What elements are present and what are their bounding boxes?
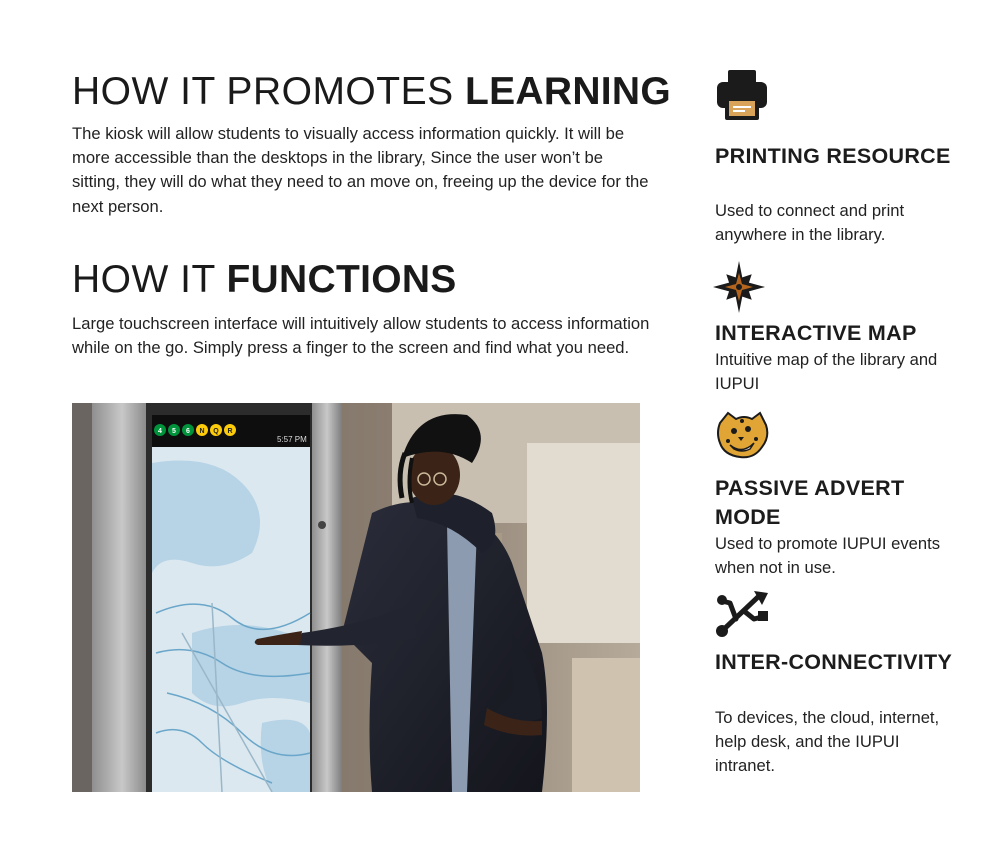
kiosk-photo-illustration (72, 403, 640, 792)
line-badge-label: N (199, 428, 205, 435)
feature-desc-map: Intuitive map of the library and IUPUI (715, 350, 938, 394)
kiosk-photo (72, 403, 640, 792)
feature-title-connectivity: INTER-CONNECTIVITY (715, 650, 953, 674)
functions-heading-bold: FUNCTIONS (226, 258, 457, 301)
feature-title-map: INTERACTIVE MAP (715, 321, 917, 345)
functions-heading-light: HOW IT (72, 258, 227, 301)
line-badge-label: Q (213, 428, 219, 435)
functions-paragraph: Large touchscreen interface will intuitively allow students to access information while on the go. Simply press a finger to the screen and find what you need. (72, 314, 650, 358)
feature-desc-connectivity: To devices, the cloud, internet, help desk, and the IUPUI intranet. (715, 708, 940, 776)
jaguar-mascot-icon (714, 409, 770, 466)
line-badge-label: 4 (158, 428, 162, 435)
printer-icon (715, 68, 769, 127)
compass-star-icon (711, 259, 767, 320)
learning-paragraph: The kiosk will allow students to visually access information quickly. It will be more accessible than the desktops in the library, Since the user won’t be sitting, they will do what they need to an move on, freeing up the device for the next person. (72, 124, 649, 216)
feature-title-advert: PASSIVE ADVERT MODE (715, 476, 905, 529)
feature-desc-printing: Used to connect and print anywhere in the library. (715, 201, 905, 245)
kiosk-time-label: 5:57 PM (277, 435, 307, 444)
line-badge-label: 5 (172, 428, 176, 435)
feature-title-printing: PRINTING RESOURCE (715, 144, 951, 168)
feature-desc-advert: Used to promote IUPUI events when not in use. (715, 534, 941, 578)
learning-heading-light: HOW IT PROMOTES (72, 70, 465, 113)
line-badge-label: 6 (186, 428, 190, 435)
learning-heading (72, 70, 671, 114)
line-badge-label: R (227, 428, 233, 435)
usb-icon (714, 589, 770, 644)
functions-heading (72, 258, 457, 302)
learning-heading-bold: LEARNING (464, 70, 672, 113)
